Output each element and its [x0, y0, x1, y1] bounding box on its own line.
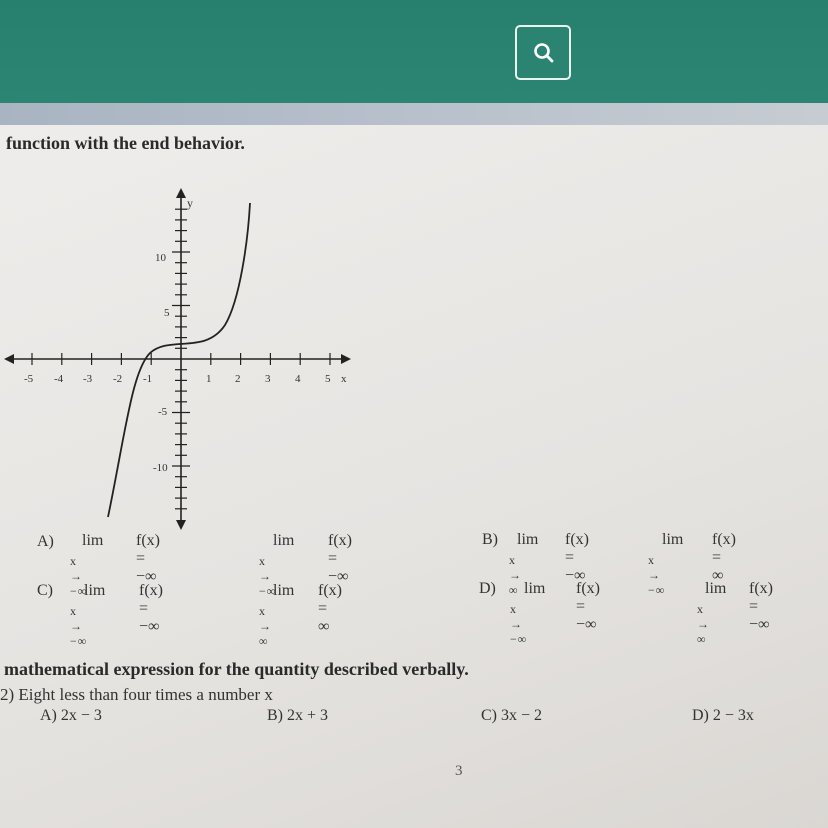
search-icon: [531, 40, 557, 66]
answer-2d[interactable]: D) 2 − 3x: [692, 707, 754, 724]
option-d-label[interactable]: D): [479, 580, 496, 597]
x-tick-label: 1: [206, 373, 212, 385]
toolbar-strip: [0, 103, 828, 125]
x-tick-label: -1: [143, 373, 153, 385]
option-c-label[interactable]: C): [37, 582, 53, 599]
search-button[interactable]: [515, 25, 571, 80]
lim-subscript: x → ∞: [509, 553, 522, 597]
function-curve: [108, 203, 250, 517]
x-axis-arrow-left: [4, 354, 14, 364]
function-graph: [0, 185, 360, 530]
answer-2c[interactable]: C) 3x − 2: [481, 707, 543, 724]
x-tick-label: -3: [83, 373, 93, 385]
lim-subscript: x → −∞: [648, 553, 666, 597]
x-tick-label: -2: [113, 373, 123, 385]
question-2-text: 2) Eight less than four times a number x: [0, 685, 273, 704]
y-tick-label: -10: [153, 462, 168, 474]
answer-2b[interactable]: B) 2x + 3: [267, 707, 329, 724]
y-axis-arrow-down: [176, 520, 186, 530]
lim-text: lim: [524, 580, 546, 597]
page-number: 3: [455, 763, 463, 779]
lim-expression: f(x) = −∞: [139, 582, 163, 635]
x-tick-label: -4: [54, 373, 64, 385]
lim-expression: f(x) = −∞: [576, 580, 600, 633]
y-tick-label: 5: [164, 307, 170, 319]
lim-expression: f(x) = −∞: [136, 532, 160, 585]
top-app-bar: [0, 0, 828, 103]
x-axis-label: x: [341, 373, 347, 385]
y-axis-label: y: [187, 196, 193, 210]
lim-text: lim: [517, 531, 539, 548]
x-tick-label: 3: [265, 373, 271, 385]
lim-text: lim: [705, 580, 727, 597]
lim-expression: f(x) = −∞: [328, 532, 352, 585]
x-tick-label: 2: [235, 373, 241, 385]
x-tick-label: -5: [24, 373, 34, 385]
lim-text: lim: [82, 532, 104, 549]
instruction-heading: function with the end behavior.: [6, 133, 245, 153]
lim-subscript: x → −∞: [70, 604, 88, 648]
lim-text: lim: [84, 582, 106, 599]
lim-subscript: x → ∞: [697, 602, 710, 646]
lim-subscript: x → ∞: [259, 604, 272, 648]
lim-text: lim: [662, 531, 684, 548]
y-tick-label: -5: [158, 406, 168, 418]
lim-expression: f(x) = ∞: [712, 531, 736, 584]
x-tick-label: 4: [295, 373, 301, 385]
lim-expression: f(x) = ∞: [318, 582, 342, 635]
lim-subscript: x → −∞: [510, 602, 528, 646]
y-axis-arrow-up: [176, 188, 186, 198]
x-axis-arrow-right: [341, 354, 351, 364]
option-b-label[interactable]: B): [482, 531, 498, 548]
lim-subscript: x → −∞: [70, 554, 88, 598]
instruction-heading-2: mathematical expression for the quantity described verbally.: [4, 659, 469, 679]
lim-text: lim: [273, 582, 295, 599]
y-tick-label: 10: [155, 252, 166, 264]
lim-expression: f(x) = −∞: [565, 531, 589, 584]
lim-expression: f(x) = −∞: [749, 580, 773, 633]
answer-2a[interactable]: A) 2x − 3: [40, 707, 102, 724]
lim-subscript: x → −∞: [259, 554, 277, 598]
lim-text: lim: [273, 532, 295, 549]
x-tick-label: 5: [325, 373, 331, 385]
option-a-label[interactable]: A): [37, 533, 54, 550]
